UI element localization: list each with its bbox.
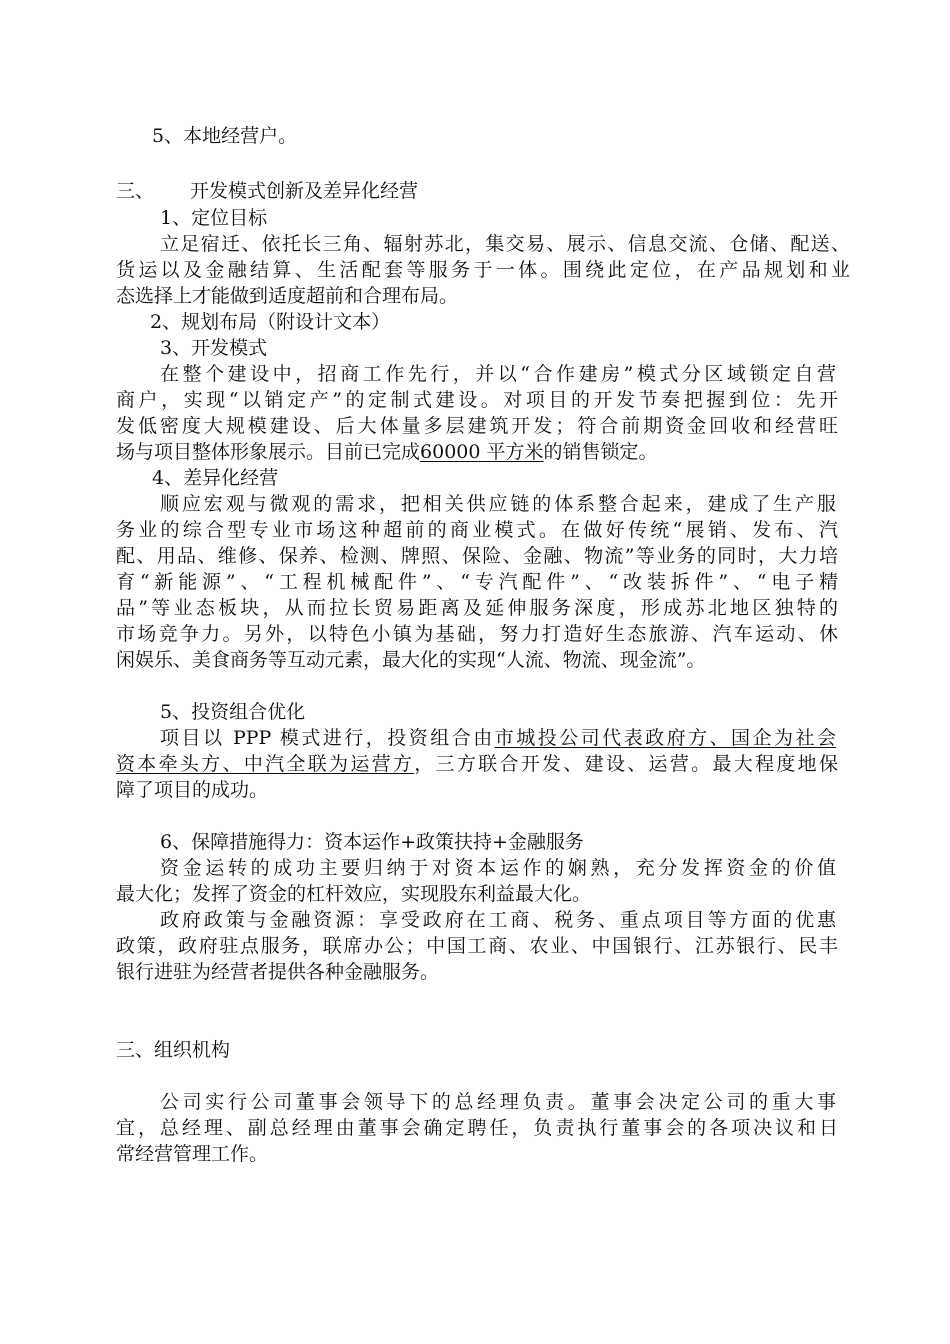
paragraph-line: 发低密度大规模建设、后大体量多层建筑开发；符合前期资金回收和经营旺: [116, 415, 838, 437]
sales-locked-area: 60000 平方米: [420, 441, 544, 463]
subheading-positioning: 1、定位目标: [160, 207, 268, 229]
paragraph-line: 育“新能源”、“工程机械配件”、“专汽配件”、“改装拆件”、“电子精: [116, 571, 838, 593]
paragraph-line: 最大化；发挥了资金的杠杆效应，实现股东利益最大化。: [116, 883, 592, 905]
paragraph-line: 配、用品、维修、保养、检测、牌照、保险、金融、物流”等业务的同时，大力培: [116, 545, 838, 567]
paragraph-line: 闲娱乐、美食商务等互动元素，最大化的实现“人流、物流、现金流”。: [116, 649, 706, 671]
paragraph-line: 场与项目整体形象展示。目前已完成60000 平方米的销售锁定。: [116, 441, 658, 463]
paragraph-line: 商户，实现“以销定产”的定制式建设。对项目的开发节奏把握到位：先开: [116, 389, 838, 411]
paragraph-line: 宜，总经理、副总经理由董事会确定聘任，负责执行董事会的各项决议和日: [116, 1117, 838, 1139]
paragraph-line: 资本牵头方、中汽全联为运营方，三方联合开发、建设、运营。最大程度地保: [116, 753, 838, 775]
section-heading-development-model: [116, 178, 846, 204]
subheading-planning-layout: 2、规划布局（附设计文本）: [150, 311, 391, 333]
paragraph-line: 银行进驻为经营者提供各种金融服务。: [116, 961, 440, 983]
paragraph-line: 态选择上才能做到适度超前和合理布局。: [116, 285, 459, 307]
paragraph-line: 立足宿迁、依托长三角、辐射苏北，集交易、展示、信息交流、仓储、配送、: [160, 233, 850, 255]
section-heading-organization: 三、组织机构: [116, 1039, 231, 1061]
investment-parties-underline: 资本牵头方、中汽全联为运营方: [116, 753, 415, 775]
paragraph-line: 政府政策与金融资源：享受政府在工商、税务、重点项目等方面的优惠: [160, 909, 836, 931]
subheading-development-model: 3、开发模式: [160, 337, 268, 359]
paragraph-line: 市场竞争力。另外，以特色小镇为基础，努力打造好生态旅游、汽车运动、休: [116, 623, 838, 645]
paragraph-line: 常经营管理工作。: [116, 1143, 269, 1165]
section-number: 三、: [116, 180, 155, 202]
subheading-safeguards: 6、保障措施得力：资本运作+政策扶持+金融服务: [160, 831, 584, 853]
subheading-differentiated-operation: 4、差异化经营: [152, 467, 279, 489]
paragraph-line: 公司实行公司董事会领导下的总经理负责。董事会决定公司的重大事: [160, 1091, 836, 1113]
paragraph-line: 资金运转的成功主要归纳于对资本运作的娴熟，充分发挥资金的价值: [160, 857, 836, 879]
list-item-local-operators: 5、本地经营户。: [152, 125, 298, 147]
paragraph-line: 项目以 PPP 模式进行，投资组合由市城投公司代表政府方、国企为社会: [160, 727, 836, 749]
paragraph-line: 务业的综合型专业市场这种超前的商业模式。在做好传统“展销、发布、汽: [116, 519, 838, 541]
investment-parties-underline: 市城投公司代表政府方、国企为社会: [494, 727, 836, 749]
paragraph-line: 障了项目的成功。: [116, 779, 269, 801]
paragraph-line: 货运以及金融结算、生活配套等服务于一体。围绕此定位，在产品规划和业: [116, 259, 850, 281]
section-title: 开发模式创新及差异化经营: [190, 180, 419, 202]
paragraph-line: 品”等业态板块，从而拉长贸易距离及延伸服务深度，形成苏北地区独特的: [116, 597, 838, 619]
subheading-investment-portfolio: 5、投资组合优化: [160, 701, 306, 723]
paragraph-line: 在整个建设中，招商工作先行，并以“合作建房”模式分区域锁定自营: [160, 363, 836, 385]
paragraph-line: 顺应宏观与微观的需求，把相关供应链的体系整合起来，建成了生产服: [160, 493, 836, 515]
paragraph-line: 政策，政府驻点服务，联席办公；中国工商、农业、中国银行、江苏银行、民丰: [116, 935, 838, 957]
